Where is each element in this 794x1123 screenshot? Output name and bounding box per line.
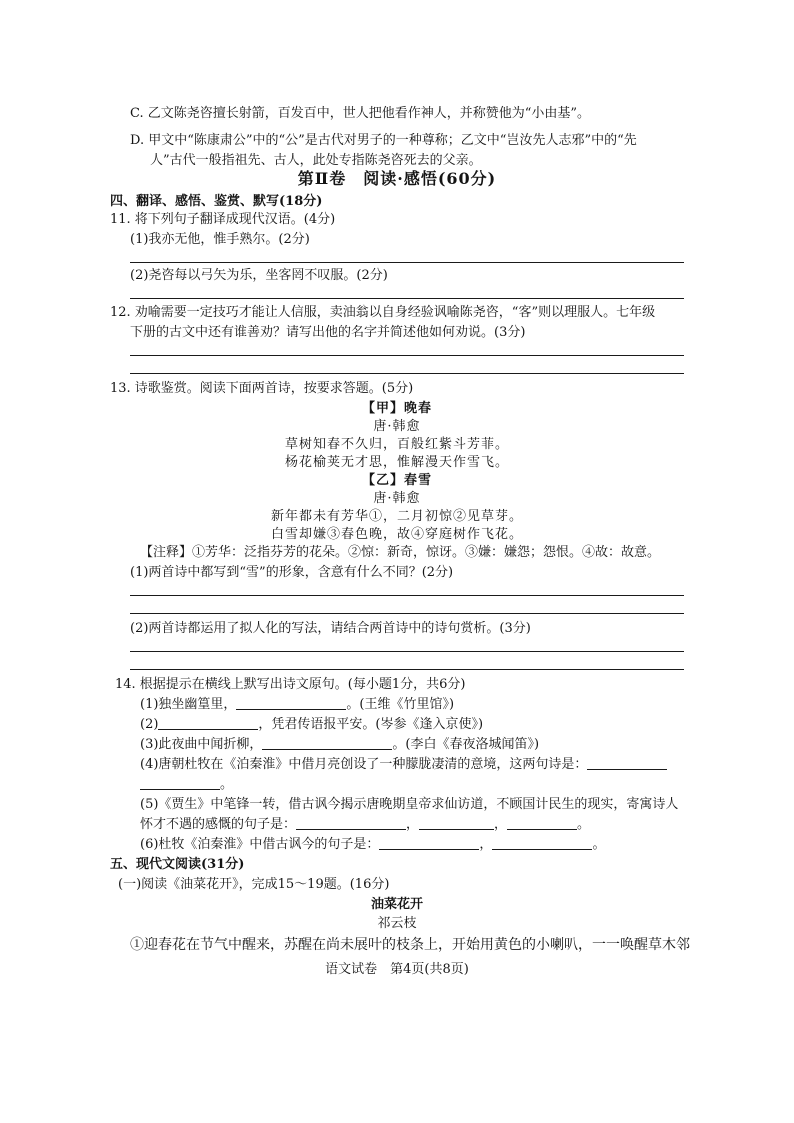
answer-line[interactable] xyxy=(130,595,684,596)
q12-line1: 12. 劝喻需要一定技巧才能让人信服，卖油翁以自身经验讽喻陈尧咨，“客”则以理服人。七年级 xyxy=(110,305,656,320)
q14-stem: 14. 根据提示在横线上默写出诗文原句。(每小题1分，共6分) xyxy=(115,677,466,692)
article-author: 祁云枝 xyxy=(377,916,417,931)
comma: ， xyxy=(494,817,508,832)
answer-line[interactable] xyxy=(130,298,684,299)
q14-item2 xyxy=(140,717,483,733)
article-title: 油菜花开 xyxy=(370,897,423,912)
poem1-title: 【甲】晚春 xyxy=(361,401,432,416)
q14-item4 xyxy=(140,757,667,773)
q14-item1-source: 。(王维《竹里馆》) xyxy=(346,697,455,712)
q14-item5-line1: (5)《贾生》中笔锋一转，借古讽今揭示唐晚期皇帝求仙访道，不顾国计民生的现实，寄寓诗人 xyxy=(140,797,679,812)
answer-line[interactable] xyxy=(130,651,684,652)
answer-line[interactable] xyxy=(130,669,684,670)
poem2-title: 【乙】春雪 xyxy=(361,473,432,488)
q14-item3-prefix: (3)此夜曲中闻折柳， xyxy=(140,737,263,752)
fill-blank[interactable] xyxy=(296,817,406,830)
fill-blank[interactable] xyxy=(507,817,577,830)
q11-sub1: (1)我亦无他，惟手熟尔。(2分) xyxy=(130,232,310,247)
q14-item4-cont xyxy=(140,777,233,793)
q14-item4-end: 。 xyxy=(220,777,234,792)
q10-option-d-line1: D. 甲文中“陈康肃公”中的“公”是古代对男子的一种尊称；乙文中“岂汝先人志邪”中的“先 xyxy=(130,133,637,148)
fill-blank[interactable] xyxy=(262,737,392,750)
answer-line[interactable] xyxy=(130,355,684,356)
subsection1-heading: (一)阅读《油菜花开》，完成15～19题。(16分) xyxy=(118,877,390,892)
poem2-author: 唐·韩愈 xyxy=(373,491,421,506)
article-paragraph1: ①迎春花在节气中醒来，苏醒在尚未展叶的枝条上，开始用黄色的小喇叭，一一唤醒草木邻 xyxy=(130,937,690,953)
comma: ， xyxy=(406,817,420,832)
q10-option-d-line2: 人”古代一般指祖先、古人，此处专指陈尧咨死去的父亲。 xyxy=(150,153,482,168)
q14-item1-prefix: (1)独坐幽篁里， xyxy=(140,697,237,712)
answer-line[interactable] xyxy=(130,373,684,374)
q13-stem: 13. 诗歌鉴赏。阅读下面两首诗，按要求答题。(5分) xyxy=(110,381,414,396)
q11-stem: 11. 将下列句子翻译成现代汉语。(4分) xyxy=(110,212,336,227)
q14-item5-line2 xyxy=(140,817,590,833)
period: 。 xyxy=(592,837,606,852)
fill-blank[interactable] xyxy=(587,757,667,770)
answer-line[interactable] xyxy=(130,262,684,263)
fill-blank[interactable] xyxy=(140,777,220,790)
fill-blank[interactable] xyxy=(492,837,592,850)
fill-blank[interactable] xyxy=(419,817,494,830)
q12-line2: 下册的古文中还有谁善劝？请写出他的名字并简述他如何劝说。(3分) xyxy=(130,325,526,340)
section5-heading: 五、现代文阅读(31分) xyxy=(110,857,245,872)
poem1-author: 唐·韩愈 xyxy=(373,419,421,434)
poem-notes: 【注释】①芳华：泛指芬芳的花朵。②惊：新奇，惊讶。③嫌：嫌怨；怨恨。④故：故意。 xyxy=(140,545,661,560)
poem1-line2: 杨花榆荚无才思，惟解漫天作雪飞。 xyxy=(284,455,509,470)
q14-item3-source: 。(李白《春夜洛城闻笛》) xyxy=(392,737,540,752)
q14-item6-prefix: (6)杜牧《泊秦淮》中借古讽今的句子是： xyxy=(140,837,380,852)
fill-blank[interactable] xyxy=(236,697,346,710)
part2-title: 第Ⅱ卷 阅读·感悟(60分) xyxy=(297,169,497,188)
q13-sub2: (2)两首诗都运用了拟人化的写法，请结合两首诗中的诗句赏析。(3分) xyxy=(130,621,531,636)
comma: ， xyxy=(479,837,493,852)
q14-item1 xyxy=(140,697,454,713)
fill-blank[interactable] xyxy=(158,717,258,730)
q14-item2-prefix: (2) xyxy=(140,717,159,732)
q14-item4-text: (4)唐朝杜牧在《泊秦淮》中借月亮创设了一种朦胧凄清的意境，这两句诗是： xyxy=(140,757,588,772)
q10-option-c: C. 乙文陈尧咨擅长射箭，百发百中，世人把他看作神人，并称赞他为“小由基”。 xyxy=(130,106,591,121)
fill-blank[interactable] xyxy=(379,837,479,850)
poem1-line1: 草树知春不久归，百般红紫斗芳菲。 xyxy=(284,437,509,452)
q14-item2-source: ，凭君传语报平安。(岑参《逢入京使》) xyxy=(258,717,484,732)
page-footer: 语文试卷 第4页(共8页) xyxy=(325,962,469,977)
q11-sub2: (2)尧咨每以弓矢为乐，坐客罔不叹服。(2分) xyxy=(130,268,388,283)
poem2-line1: 新年都未有芳华①，二月初惊②见草芽。 xyxy=(270,509,523,524)
q14-item3 xyxy=(140,737,539,753)
q14-item6 xyxy=(140,837,605,853)
q13-sub1: (1)两首诗中都写到“雪”的形象，含意有什么不同？(2分) xyxy=(130,565,454,580)
q14-item5-prefix: 怀才不遇的感慨的句子是： xyxy=(140,817,297,832)
section4-heading: 四、翻译、感悟、鉴赏、默写(18分) xyxy=(110,194,323,209)
poem2-line2: 白雪却嫌③春色晚，故④穿庭树作飞花。 xyxy=(270,527,523,542)
answer-line[interactable] xyxy=(130,613,684,614)
period: 。 xyxy=(577,817,591,832)
